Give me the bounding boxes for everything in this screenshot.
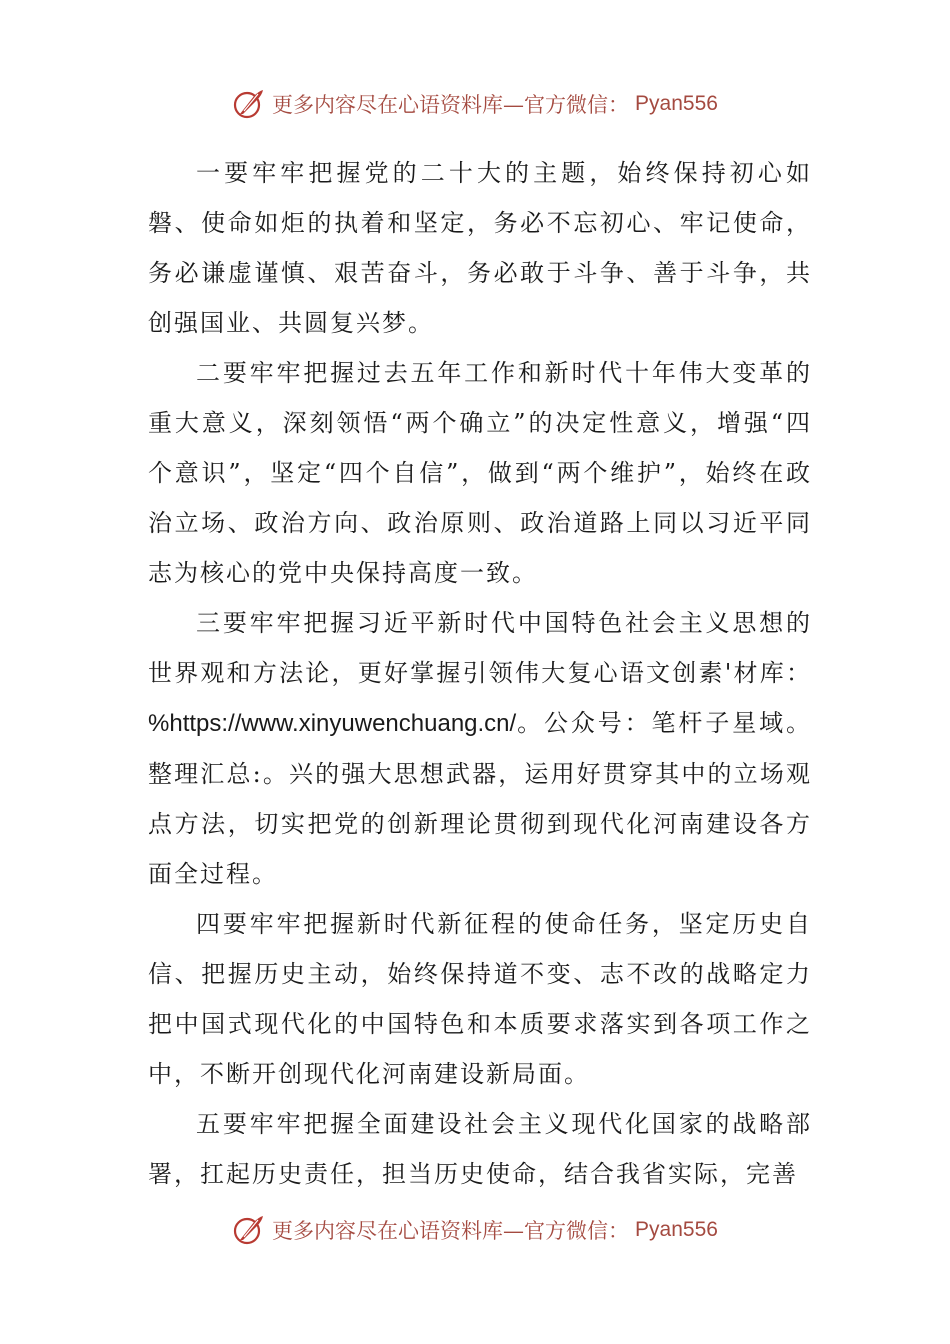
paragraph-1: 一要牢牢把握党的二十大的主题，始终保持初心如磐、使命如炬的执着和坚定，务必不忘初心、牢记使命，务必谦虚谨慎、艰苦奋斗，务必敢于斗争、善于斗争，共创强国业、共圆复兴梦。 bbox=[148, 159, 812, 337]
paragraph-3-after: 。公众号：笔杆子星域。整理汇总:。兴的强大思想武器，运用好贯穿其中的立场观点方法，切实把党的创新理论贯彻到现代化河南建设各方面全过程。 bbox=[148, 709, 812, 888]
paragraph-3-before: 三要牢牢把握习近平新时代中国特色社会主义思想的世界观和方法论，更好掌握引领伟大复心语文创素'材库： bbox=[148, 609, 812, 687]
banner-text: 更多内容尽在心语资料库—官方微信： bbox=[272, 93, 630, 117]
wechat-id: Pyan556 bbox=[635, 1218, 718, 1241]
paragraph-3 bbox=[148, 598, 812, 899]
website-url: %https://www.xinyuwenchuang.cn/ bbox=[148, 710, 517, 737]
footer-banner bbox=[0, 1210, 950, 1250]
paragraph-5: 五要牢牢把握全面建设社会主义现代化国家的战略部署，扛起历史责任，担当历史使命，结合我省实际，完善 bbox=[148, 1110, 812, 1188]
feather-pen-in-circle-icon bbox=[232, 1213, 266, 1247]
paragraph-4: 四要牢牢把握新时代新征程的使命任务，坚定历史自信、把握历史主动，始终保持道不变、志不改的战略定力把中国式现代化的中国特色和本质要求落实到各项工作之中，不断开创现代化河南建设新局面。 bbox=[148, 910, 812, 1088]
document-body bbox=[148, 148, 812, 1199]
feather-pen-in-circle-icon bbox=[232, 87, 266, 121]
paragraph-2: 二要牢牢把握过去五年工作和新时代十年伟大变革的重大意义，深刻领悟“两个确立”的决定性意义，增强“四个意识”，坚定“四个自信”，做到“两个维护”，始终在政治立场、政治方向、政治原则、政治道路上同以习近平同志为核心的党中央保持高度一致。 bbox=[148, 359, 812, 587]
wechat-id: Pyan556 bbox=[635, 92, 718, 115]
banner-text: 更多内容尽在心语资料库—官方微信： bbox=[272, 1219, 630, 1243]
header-banner bbox=[0, 84, 950, 124]
